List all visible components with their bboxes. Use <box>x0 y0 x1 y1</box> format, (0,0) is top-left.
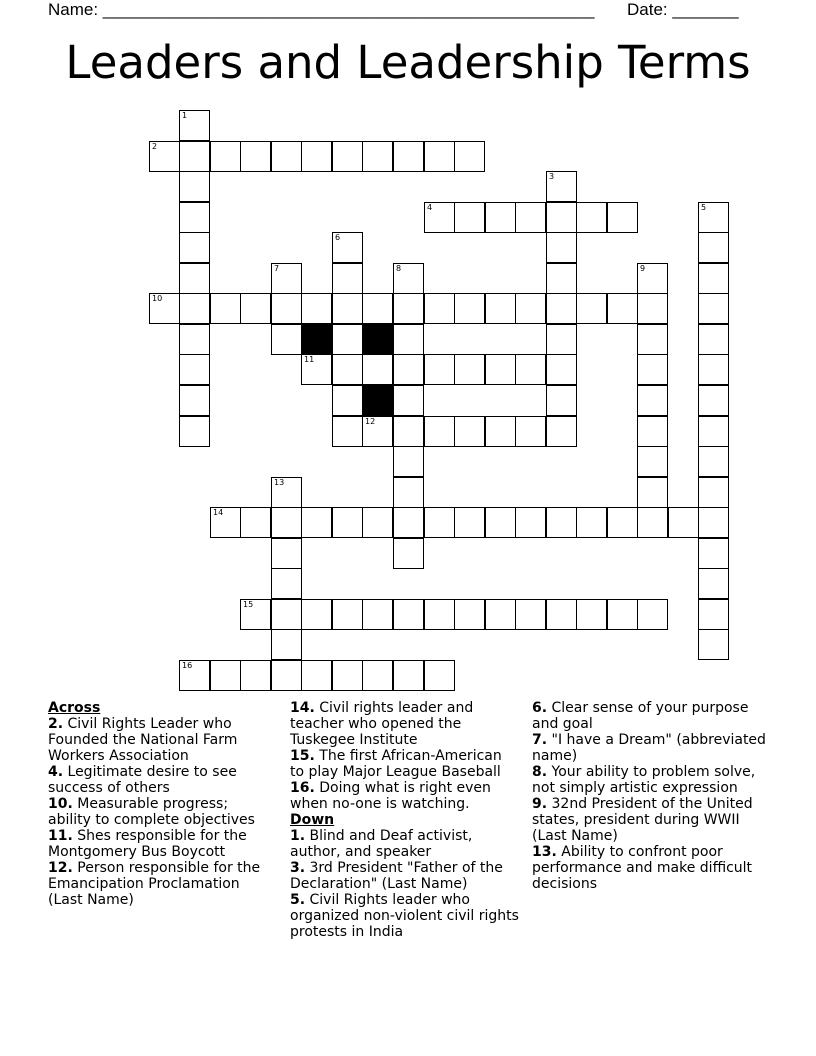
grid-cell[interactable] <box>240 293 271 324</box>
grid-cell[interactable] <box>301 293 332 324</box>
grid-cell[interactable] <box>515 293 546 324</box>
clue-down-5: 5. Civil Rights leader who organized non-violent civil rights protests in India <box>290 892 519 940</box>
grid-cell[interactable] <box>698 416 729 447</box>
grid-cell[interactable] <box>485 599 516 630</box>
clue-number: 13 <box>274 478 285 487</box>
grid-cell[interactable] <box>179 324 210 355</box>
grid-cell[interactable] <box>362 507 393 538</box>
page-title: Leaders and Leadership Terms <box>65 36 751 89</box>
grid-cell[interactable] <box>454 507 485 538</box>
grid-cell[interactable] <box>698 446 729 477</box>
grid-cell[interactable] <box>393 263 424 294</box>
clue-number: 11 <box>304 355 315 364</box>
grid-block <box>362 385 393 416</box>
grid-cell[interactable] <box>515 507 546 538</box>
grid-cell[interactable] <box>698 568 729 599</box>
clue-number: 8 <box>396 264 402 273</box>
clue-down-9: 9. 32nd President of the United states, president during WWII (Last Name) <box>532 796 753 844</box>
grid-cell[interactable] <box>210 660 241 691</box>
clue-number: 1 <box>182 111 188 120</box>
grid-cell[interactable] <box>698 477 729 508</box>
clue-number: 7 <box>274 264 280 273</box>
grid-cell[interactable] <box>362 416 393 447</box>
grid-cell[interactable] <box>637 507 668 538</box>
grid-cell[interactable] <box>698 263 729 294</box>
clue-number: 15 <box>243 600 254 609</box>
grid-cell[interactable] <box>698 354 729 385</box>
grid-cell[interactable] <box>424 354 455 385</box>
grid-cell[interactable] <box>393 354 424 385</box>
grid-cell[interactable] <box>698 507 729 538</box>
grid-cell[interactable] <box>515 354 546 385</box>
grid-cell[interactable] <box>393 599 424 630</box>
clue-down-3: 3. 3rd President "Father of the Declaration" (Last Name) <box>290 860 503 892</box>
grid-cell[interactable] <box>515 202 546 233</box>
grid-cell[interactable] <box>485 354 516 385</box>
grid-cell[interactable] <box>698 293 729 324</box>
grid-cell[interactable] <box>271 263 302 294</box>
grid-cell[interactable] <box>424 293 455 324</box>
across-heading: Across <box>48 700 101 716</box>
grid-cell[interactable] <box>424 599 455 630</box>
clue-across-11: 11. Shes responsible for the Montgomery Bus Boycott <box>48 828 247 860</box>
grid-cell[interactable] <box>546 324 577 355</box>
grid-cell[interactable] <box>698 599 729 630</box>
grid-cell[interactable] <box>149 141 180 172</box>
grid-cell[interactable] <box>271 324 302 355</box>
grid-cell[interactable] <box>179 171 210 202</box>
grid-cell[interactable] <box>393 141 424 172</box>
grid-cell[interactable] <box>698 202 729 233</box>
grid-cell[interactable] <box>271 660 302 691</box>
grid-cell[interactable] <box>271 477 302 508</box>
grid-cell[interactable] <box>393 538 424 569</box>
grid-cell[interactable] <box>607 507 638 538</box>
grid-cell[interactable] <box>393 293 424 324</box>
grid-cell[interactable] <box>301 141 332 172</box>
clue-across-10: 10. Measurable progress; ability to complete objectives <box>48 796 255 828</box>
grid-cell[interactable] <box>240 507 271 538</box>
grid-cell[interactable] <box>240 141 271 172</box>
grid-cell[interactable] <box>149 293 180 324</box>
grid-cell[interactable] <box>546 416 577 447</box>
grid-cell[interactable] <box>362 141 393 172</box>
grid-cell[interactable] <box>515 416 546 447</box>
date-line: Date: _______ <box>627 0 739 19</box>
grid-cell[interactable] <box>271 538 302 569</box>
grid-cell[interactable] <box>485 507 516 538</box>
grid-cell[interactable] <box>179 660 210 691</box>
grid-cell[interactable] <box>210 141 241 172</box>
grid-cell[interactable] <box>424 507 455 538</box>
grid-cell[interactable] <box>179 110 210 141</box>
grid-cell[interactable] <box>515 599 546 630</box>
grid-cell[interactable] <box>240 660 271 691</box>
grid-cell[interactable] <box>546 232 577 263</box>
grid-cell[interactable] <box>668 507 699 538</box>
grid-cell[interactable] <box>637 354 668 385</box>
grid-cell[interactable] <box>546 599 577 630</box>
clue-number: 5 <box>701 203 707 212</box>
clue-number: 4 <box>427 203 433 212</box>
grid-cell[interactable] <box>576 202 607 233</box>
clue-number: 12 <box>365 417 376 426</box>
grid-cell[interactable] <box>179 263 210 294</box>
clue-number: 10 <box>152 294 163 303</box>
clue-across-15: 15. The first African-American to play Major League Baseball <box>290 748 502 780</box>
grid-cell[interactable] <box>332 141 363 172</box>
grid-block <box>301 324 332 355</box>
grid-cell[interactable] <box>546 354 577 385</box>
clue-down-8: 8. Your ability to problem solve, not simply artistic expression <box>532 764 756 796</box>
grid-cell[interactable] <box>179 232 210 263</box>
grid-cell[interactable] <box>332 599 363 630</box>
grid-cell[interactable] <box>607 202 638 233</box>
clue-number: 14 <box>213 508 224 517</box>
clue-across-4: 4. Legitimate desire to see success of others <box>48 764 237 796</box>
grid-cell[interactable] <box>546 385 577 416</box>
grid-cell[interactable] <box>240 599 271 630</box>
grid-cell[interactable] <box>362 599 393 630</box>
grid-cell[interactable] <box>698 538 729 569</box>
grid-cell[interactable] <box>362 660 393 691</box>
grid-cell[interactable] <box>271 141 302 172</box>
clue-down-13: 13. Ability to confront poor performance and make difficult decisions <box>532 844 753 892</box>
grid-cell[interactable] <box>332 354 363 385</box>
grid-cell[interactable] <box>271 599 302 630</box>
grid-cell[interactable] <box>454 293 485 324</box>
grid-cell[interactable] <box>607 293 638 324</box>
grid-cell[interactable] <box>271 507 302 538</box>
grid-cell[interactable] <box>362 293 393 324</box>
clue-across-16: 16. Doing what is right even when no-one is watching. <box>290 780 491 812</box>
grid-cell[interactable] <box>393 416 424 447</box>
grid-cell[interactable] <box>546 263 577 294</box>
grid-cell[interactable] <box>332 385 363 416</box>
grid-cell[interactable] <box>210 507 241 538</box>
grid-cell[interactable] <box>546 507 577 538</box>
grid-cell[interactable] <box>332 416 363 447</box>
grid-cell[interactable] <box>637 416 668 447</box>
grid-cell[interactable] <box>332 263 363 294</box>
grid-cell[interactable] <box>393 385 424 416</box>
clue-column-1 <box>48 700 273 908</box>
clue-down-1: 1. Blind and Deaf activist, author, and speaker <box>290 828 473 860</box>
clue-column-3 <box>532 700 772 892</box>
grid-cell[interactable] <box>424 660 455 691</box>
grid-cell[interactable] <box>698 629 729 660</box>
grid-cell[interactable] <box>179 141 210 172</box>
grid-cell[interactable] <box>393 324 424 355</box>
grid-cell[interactable] <box>179 202 210 233</box>
grid-cell[interactable] <box>576 599 607 630</box>
name-line: Name: ____________________________________________________ <box>48 0 595 19</box>
grid-cell[interactable] <box>393 446 424 477</box>
grid-cell[interactable] <box>424 416 455 447</box>
clue-number: 3 <box>549 172 555 181</box>
grid-cell[interactable] <box>698 232 729 263</box>
grid-cell[interactable] <box>454 416 485 447</box>
clue-column-2 <box>290 700 520 940</box>
grid-cell[interactable] <box>393 477 424 508</box>
grid-cell[interactable] <box>637 599 668 630</box>
grid-cell[interactable] <box>454 202 485 233</box>
grid-cell[interactable] <box>332 293 363 324</box>
grid-cell[interactable] <box>332 232 363 263</box>
clue-down-6: 6. Clear sense of your purpose and goal <box>532 700 749 732</box>
clue-number: 9 <box>640 264 646 273</box>
grid-cell[interactable] <box>271 629 302 660</box>
clue-down-7: 7. "I have a Dream" (abbreviated name) <box>532 732 766 764</box>
grid-cell[interactable] <box>637 293 668 324</box>
grid-cell[interactable] <box>424 202 455 233</box>
grid-cell[interactable] <box>454 354 485 385</box>
grid-cell[interactable] <box>179 354 210 385</box>
grid-cell[interactable] <box>271 568 302 599</box>
grid-cell[interactable] <box>179 293 210 324</box>
down-heading: Down <box>290 812 335 828</box>
grid-cell[interactable] <box>607 599 638 630</box>
clue-number: 2 <box>152 142 158 151</box>
grid-cell[interactable] <box>424 141 455 172</box>
clue-across-2: 2. Civil Rights Leader who Founded the National Farm Workers Association <box>48 716 238 764</box>
grid-cell[interactable] <box>698 385 729 416</box>
grid-cell[interactable] <box>301 599 332 630</box>
clue-across-12: 12. Person responsible for the Emancipation Proclamation (Last Name) <box>48 860 261 908</box>
grid-cell[interactable] <box>637 446 668 477</box>
grid-cell[interactable] <box>637 477 668 508</box>
grid-cell[interactable] <box>301 354 332 385</box>
clue-number: 16 <box>182 661 193 670</box>
grid-cell[interactable] <box>301 660 332 691</box>
grid-cell[interactable] <box>454 599 485 630</box>
grid-cell[interactable] <box>698 324 729 355</box>
grid-cell[interactable] <box>301 507 332 538</box>
grid-cell[interactable] <box>393 507 424 538</box>
grid-cell[interactable] <box>485 202 516 233</box>
grid-cell[interactable] <box>332 660 363 691</box>
grid-cell[interactable] <box>485 293 516 324</box>
grid-cell[interactable] <box>332 507 363 538</box>
grid-cell[interactable] <box>485 416 516 447</box>
grid-block <box>362 324 393 355</box>
grid-cell[interactable] <box>454 141 485 172</box>
grid-cell[interactable] <box>546 171 577 202</box>
grid-cell[interactable] <box>546 293 577 324</box>
grid-cell[interactable] <box>637 385 668 416</box>
clue-across-14: 14. Civil rights leader and teacher who opened the Tuskegee Institute <box>290 700 474 748</box>
grid-cell[interactable] <box>546 202 577 233</box>
grid-cell[interactable] <box>637 324 668 355</box>
grid-cell[interactable] <box>179 416 210 447</box>
grid-cell[interactable] <box>332 324 363 355</box>
grid-cell[interactable] <box>362 354 393 385</box>
clue-number: 6 <box>335 233 341 242</box>
grid-cell[interactable] <box>393 660 424 691</box>
grid-cell[interactable] <box>179 385 210 416</box>
grid-cell[interactable] <box>576 507 607 538</box>
grid-cell[interactable] <box>576 293 607 324</box>
grid-cell[interactable] <box>271 293 302 324</box>
grid-cell[interactable] <box>210 293 241 324</box>
grid-cell[interactable] <box>637 263 668 294</box>
